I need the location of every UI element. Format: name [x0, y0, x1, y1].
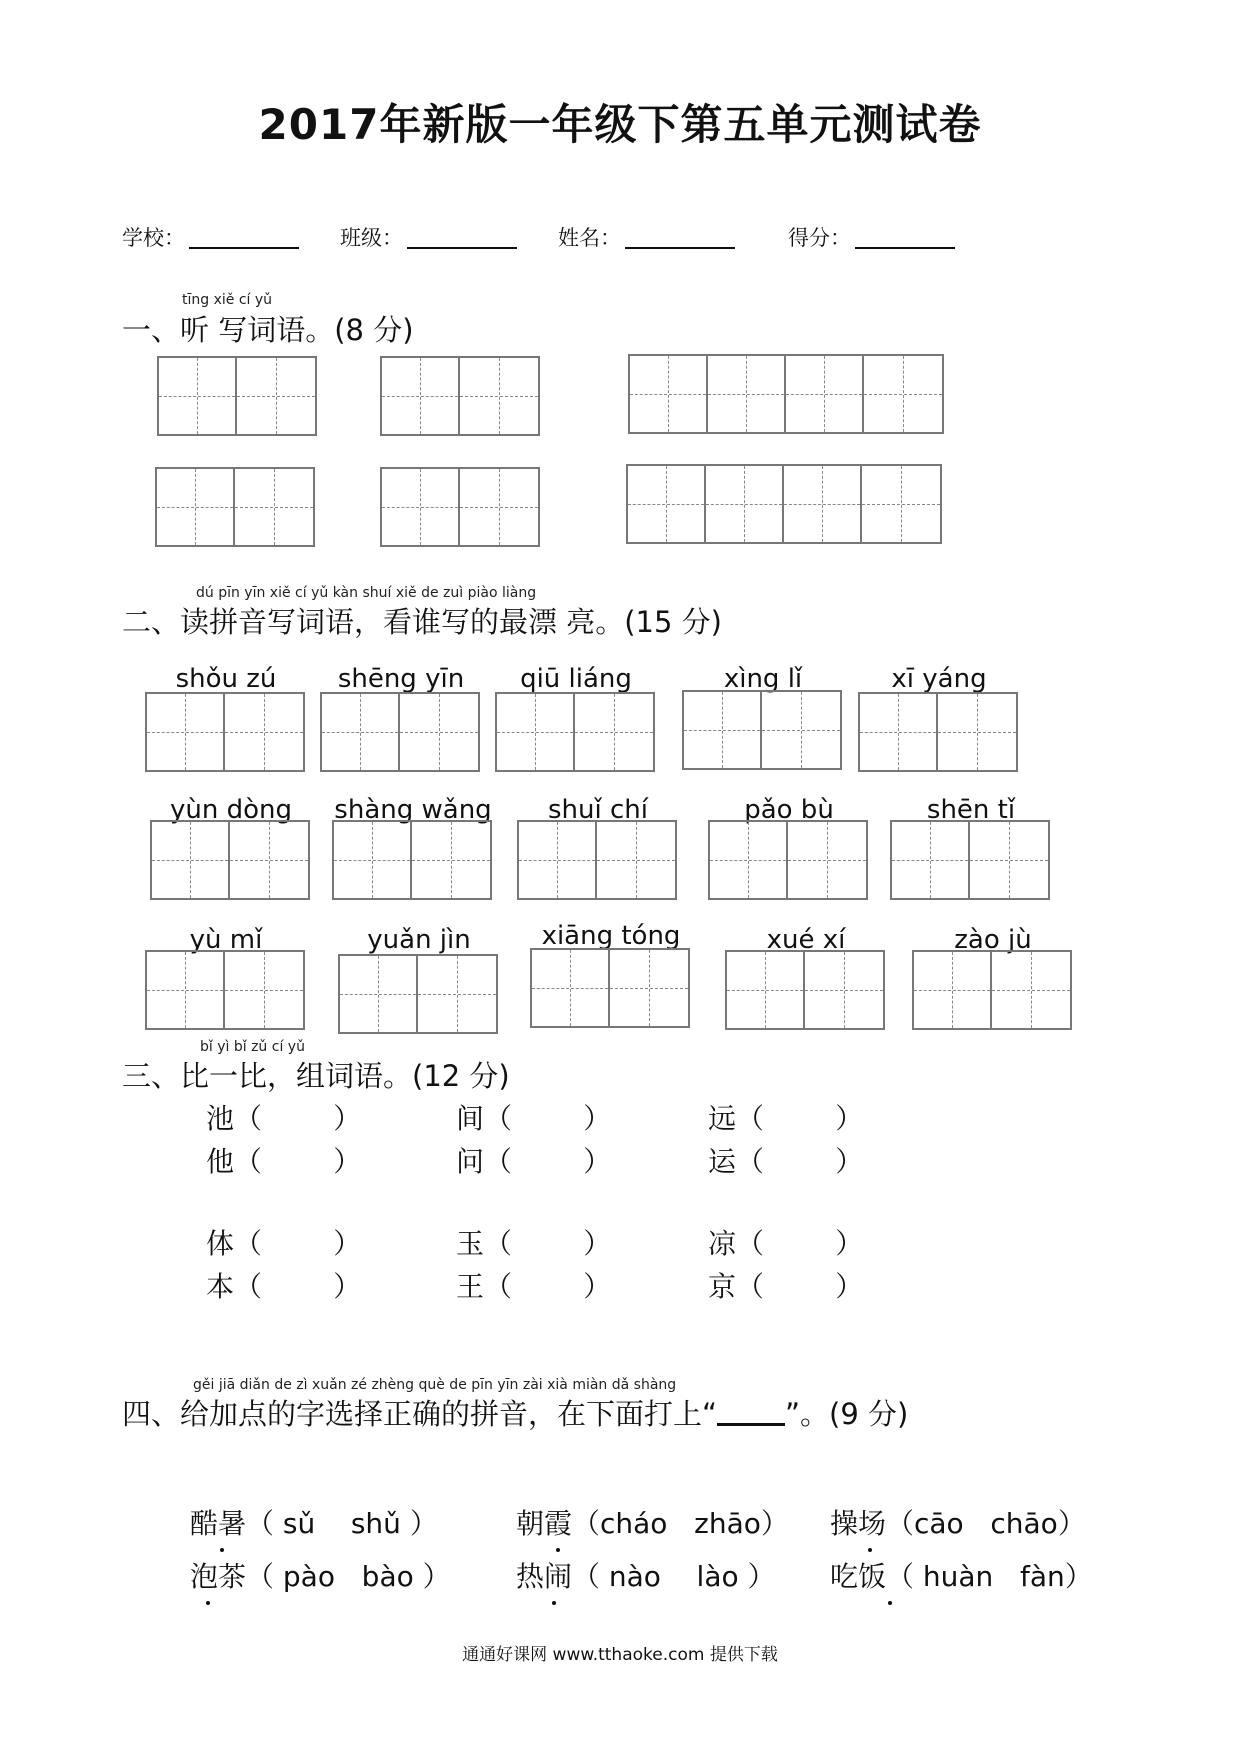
- writing-cell[interactable]: [382, 469, 460, 545]
- compare-word-item[interactable]: 体（ ）: [206, 1227, 362, 1260]
- writing-cell[interactable]: [597, 822, 675, 898]
- writing-cell[interactable]: [519, 822, 597, 898]
- pinyin-choice-item[interactable]: 操场（cāo chāo）: [830, 1507, 1086, 1540]
- emphasis-dot: [220, 1548, 224, 1552]
- writing-cell[interactable]: [225, 952, 303, 1028]
- pinyin-answer-box[interactable]: [338, 954, 498, 1034]
- score-label: 得分：: [788, 226, 851, 250]
- writing-cell[interactable]: [628, 466, 706, 542]
- pinyin-word: qiū liáng: [520, 664, 632, 694]
- pinyin-answer-box[interactable]: [517, 820, 677, 900]
- score-field: [788, 222, 955, 252]
- pinyin-choice-item[interactable]: 热闹（ nào lào ）: [516, 1560, 776, 1593]
- writing-cell[interactable]: [762, 692, 840, 768]
- writing-cell[interactable]: [706, 466, 784, 542]
- class-field: [340, 222, 517, 252]
- pinyin-word: shēng yīn: [337, 664, 465, 694]
- pinyin-choice-item[interactable]: 朝霞（cháo zhāo）: [516, 1507, 789, 1540]
- section1-heading: 一、听 写词语。(8 分): [122, 313, 414, 347]
- pinyin-word: xī yáng: [891, 664, 987, 694]
- writing-cell[interactable]: [237, 358, 315, 434]
- writing-cell[interactable]: [460, 469, 538, 545]
- writing-cell[interactable]: [992, 952, 1070, 1028]
- section3-heading: 三、比一比，组词语。(12 分): [122, 1059, 510, 1093]
- writing-cell[interactable]: [322, 694, 400, 770]
- section2-heading: 二、读拼音写词语，看谁写的最漂 亮。(15 分): [122, 605, 722, 639]
- pinyin-answer-box[interactable]: [890, 820, 1050, 900]
- section4-heading: [122, 1392, 908, 1433]
- writing-cell[interactable]: [575, 694, 653, 770]
- writing-cell[interactable]: [334, 822, 412, 898]
- pinyin-word: shēn tǐ: [926, 795, 1016, 825]
- school-blank[interactable]: [189, 247, 299, 249]
- pinyin-word: yù mǐ: [189, 925, 263, 955]
- section4-heading-start: 四、给加点的字选择正确的拼音，在下面打上“: [122, 1397, 718, 1431]
- section1-pinyin: tīng xiě cí yǔ: [182, 292, 273, 308]
- school-label: 学校：: [122, 226, 185, 250]
- pinyin-answer-box[interactable]: [150, 820, 310, 900]
- name-field: [558, 222, 735, 252]
- pinyin-answer-box[interactable]: [320, 692, 480, 772]
- page-title: 2017年新版一年级下第五单元测试卷: [258, 100, 982, 149]
- writing-cell[interactable]: [710, 822, 788, 898]
- pinyin-word: xiāng tóng: [541, 921, 681, 951]
- dictation-box[interactable]: [380, 356, 540, 436]
- class-label: 班级：: [340, 226, 403, 250]
- score-blank[interactable]: [855, 247, 955, 249]
- compare-word-item[interactable]: 凉（ ）: [708, 1227, 864, 1260]
- writing-cell[interactable]: [340, 956, 418, 1032]
- writing-cell[interactable]: [610, 950, 688, 1026]
- name-label: 姓名：: [558, 226, 621, 250]
- writing-cell[interactable]: [784, 466, 862, 542]
- pinyin-answer-box[interactable]: [145, 950, 305, 1030]
- pinyin-answer-box[interactable]: [145, 692, 305, 772]
- writing-cell[interactable]: [400, 694, 478, 770]
- writing-cell[interactable]: [864, 356, 942, 432]
- writing-cell[interactable]: [938, 694, 1016, 770]
- writing-cell[interactable]: [532, 950, 610, 1026]
- writing-cell[interactable]: [805, 952, 883, 1028]
- dictation-box[interactable]: [157, 356, 317, 436]
- compare-word-item[interactable]: 池（ ）: [206, 1102, 362, 1135]
- writing-cell[interactable]: [418, 956, 496, 1032]
- pinyin-word: shuǐ chí: [548, 795, 648, 825]
- pinyin-word: zào jù: [954, 925, 1032, 955]
- compare-word-item[interactable]: 问（ ）: [456, 1145, 612, 1178]
- compare-word-item[interactable]: 本（ ）: [206, 1270, 362, 1303]
- compare-word-item[interactable]: 他（ ）: [206, 1145, 362, 1178]
- writing-cell[interactable]: [862, 466, 940, 542]
- footer: 通通好课网 www.tthaoke.com 提供下载: [462, 1645, 778, 1665]
- writing-cell[interactable]: [382, 358, 460, 434]
- pinyin-answer-box[interactable]: [708, 820, 868, 900]
- writing-cell[interactable]: [412, 822, 490, 898]
- writing-cell[interactable]: [914, 952, 992, 1028]
- section4-pinyin: gěi jiā diǎn de zì xuǎn zé zhèng què de pīn yīn zài xià miàn dǎ shàng: [193, 1377, 677, 1393]
- section4-heading-end: ”。(9 分): [785, 1397, 909, 1431]
- compare-word-item[interactable]: 王（ ）: [456, 1270, 612, 1303]
- pinyin-word: shǒu zú: [175, 664, 277, 694]
- section3-pinyin: bǐ yì bǐ zǔ cí yǔ: [200, 1039, 305, 1055]
- emphasis-dot: [888, 1601, 892, 1605]
- pinyin-answer-box[interactable]: [682, 690, 842, 770]
- class-blank[interactable]: [407, 247, 517, 249]
- pinyin-choice-item[interactable]: 酷暑（ sǔ shǔ ）: [190, 1507, 438, 1540]
- compare-word-item[interactable]: 运（ ）: [708, 1145, 864, 1178]
- pinyin-choice-item[interactable]: 泡茶（ pào bào ）: [190, 1560, 451, 1593]
- writing-cell[interactable]: [684, 692, 762, 768]
- dictation-box[interactable]: [155, 467, 315, 547]
- writing-cell[interactable]: [235, 469, 313, 545]
- writing-cell[interactable]: [225, 694, 303, 770]
- emphasis-dot: [552, 1601, 556, 1605]
- writing-cell[interactable]: [152, 822, 230, 898]
- dictation-box[interactable]: [380, 467, 540, 547]
- pinyin-answer-box[interactable]: [495, 692, 655, 772]
- writing-cell[interactable]: [147, 694, 225, 770]
- underline-mark: [717, 1423, 785, 1426]
- compare-word-item[interactable]: 玉（ ）: [456, 1227, 612, 1260]
- writing-cell[interactable]: [630, 356, 708, 432]
- writing-cell[interactable]: [727, 952, 805, 1028]
- pinyin-word: xué xí: [766, 925, 846, 955]
- writing-cell[interactable]: [970, 822, 1048, 898]
- school-field: [122, 222, 299, 252]
- writing-cell[interactable]: [708, 356, 786, 432]
- compare-word-item[interactable]: 远（ ）: [708, 1102, 864, 1135]
- name-blank[interactable]: [625, 247, 735, 249]
- dictation-box[interactable]: [628, 354, 944, 434]
- pinyin-word: pǎo bù: [744, 795, 834, 825]
- writing-cell[interactable]: [460, 358, 538, 434]
- writing-cell[interactable]: [157, 469, 235, 545]
- writing-cell[interactable]: [147, 952, 225, 1028]
- writing-cell[interactable]: [786, 356, 864, 432]
- writing-cell[interactable]: [788, 822, 866, 898]
- pinyin-word: shàng wǎng: [334, 795, 492, 825]
- section2-pinyin: dú pīn yīn xiě cí yǔ kàn shuí xiě de zuì piào liàng: [196, 585, 537, 601]
- emphasis-dot: [206, 1601, 210, 1605]
- pinyin-answer-box[interactable]: [530, 948, 690, 1028]
- compare-word-item[interactable]: 间（ ）: [456, 1102, 612, 1135]
- writing-cell[interactable]: [892, 822, 970, 898]
- emphasis-dot: [556, 1548, 560, 1552]
- writing-cell[interactable]: [497, 694, 575, 770]
- pinyin-answer-box[interactable]: [858, 692, 1018, 772]
- emphasis-dot: [868, 1548, 872, 1552]
- writing-cell[interactable]: [159, 358, 237, 434]
- pinyin-choice-item[interactable]: 吃饭（ huàn fàn）: [830, 1560, 1093, 1593]
- compare-word-item[interactable]: 京（ ）: [708, 1270, 864, 1303]
- dictation-box[interactable]: [626, 464, 942, 544]
- pinyin-word: yuǎn jìn: [367, 925, 471, 955]
- pinyin-answer-box[interactable]: [912, 950, 1072, 1030]
- pinyin-answer-box[interactable]: [332, 820, 492, 900]
- writing-cell[interactable]: [860, 694, 938, 770]
- pinyin-word: xìng lǐ: [723, 664, 803, 694]
- pinyin-word: yùn dòng: [169, 795, 292, 825]
- writing-cell[interactable]: [230, 822, 308, 898]
- pinyin-answer-box[interactable]: [725, 950, 885, 1030]
